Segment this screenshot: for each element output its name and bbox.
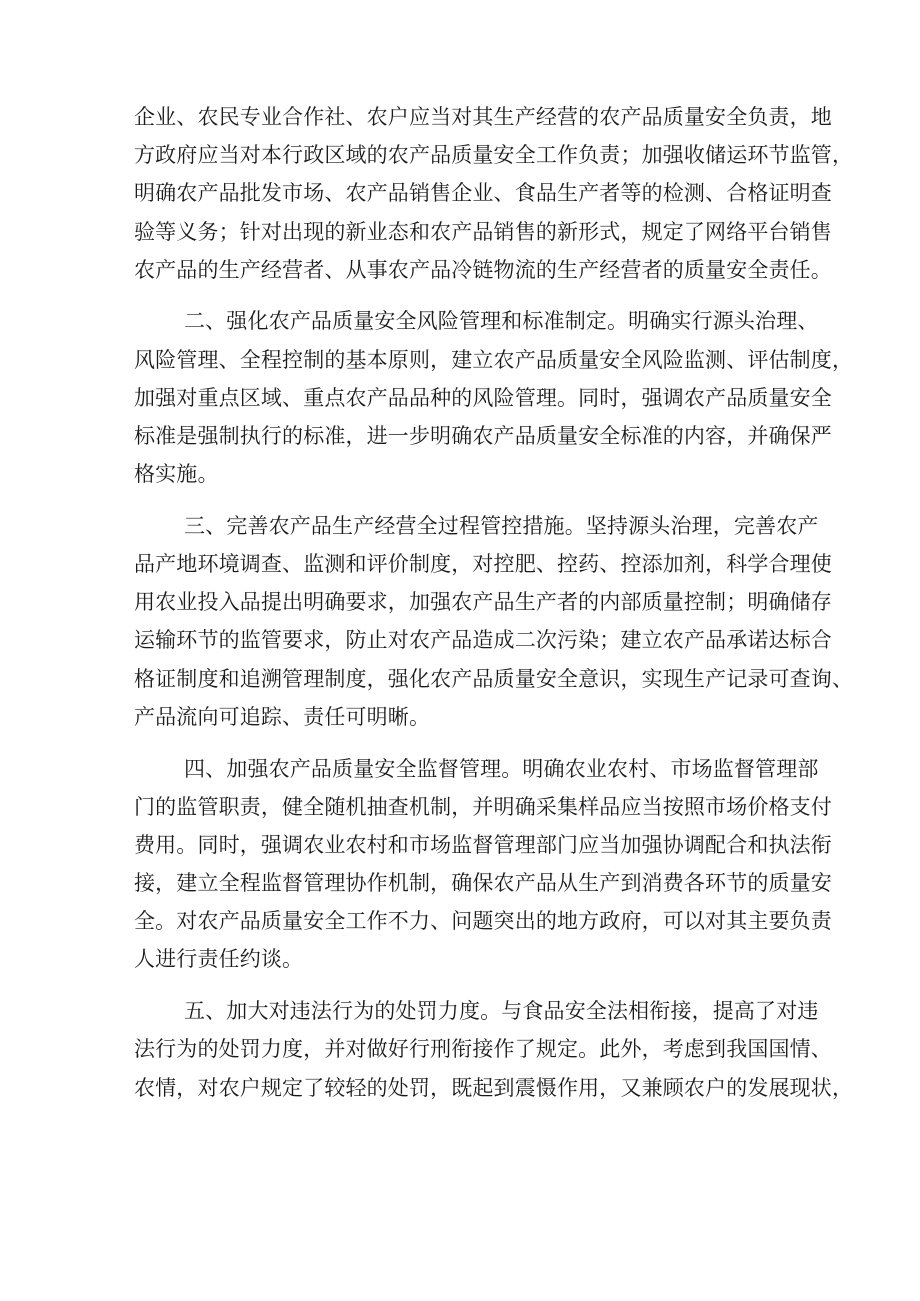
paragraph-process-control xyxy=(134,507,854,736)
text-line: 门的监管职责，健全随机抽查机制，并明确采集样品应当按照市场价格支付 xyxy=(134,794,832,819)
text-line: 接，建立全程监督管理协作机制，确保农产品从生产到消费各环节的质量安 xyxy=(134,871,832,896)
text-line: 用农业投入品提出明确要求，加强农产品生产者的内部质量控制；明确储存 xyxy=(134,590,832,615)
text-line: 二、强化农产品质量安全风险管理和标准制定。明确实行源头治理、 xyxy=(184,309,819,334)
document-page xyxy=(134,98,854,1120)
paragraph-risk-management xyxy=(134,302,854,493)
paragraph-penalties xyxy=(134,992,854,1107)
text-line: 五、加大对违法行为的处罚力度。与食品安全法相衔接，提高了对违 xyxy=(184,999,819,1024)
text-line: 标准是强制执行的标准，进一步明确农产品质量安全标准的内容，并确保严 xyxy=(134,424,832,448)
paragraph-responsibilities xyxy=(134,98,854,289)
text-line: 格实施。 xyxy=(134,462,219,487)
text-line: 产品流向可追踪、责任可明晰。 xyxy=(134,704,431,729)
paragraph-supervision xyxy=(134,750,832,979)
text-line: 方政府应当对本行政区域的农产品质量安全工作负责；加强收储运环节监管， xyxy=(134,143,854,168)
text-line: 人进行责任约谈。 xyxy=(134,947,304,972)
text-line: 四、加强农产品质量安全监督管理。明确农业农村、市场监督管理部 xyxy=(184,756,819,781)
text-line: 农产品的生产经营者、从事农产品冷链物流的生产经营者的质量安全责任。 xyxy=(134,257,832,282)
text-line: 品产地环境调查、监测和评价制度，对控肥、控药、控添加剂，科学合理使 xyxy=(134,552,832,577)
text-line: 格证制度和追溯管理制度，强化农产品质量安全意识，实现生产记录可查询、 xyxy=(134,666,854,691)
text-line: 费用。同时，强调农业农村和市场监督管理部门应当加强协调配合和执法衔 xyxy=(134,832,832,857)
text-line: 企业、农民专业合作社、农户应当对其生产经营的农产品质量安全负责，地 xyxy=(134,105,832,129)
text-line: 运输环节的监管要求，防止对农产品造成二次污染；建立农产品承诺达标合 xyxy=(134,628,832,653)
text-line: 明确农产品批发市场、农产品销售企业、食品生产者等的检测、合格证明查 xyxy=(134,181,832,206)
text-line: 法行为的处罚力度，并对做好行刑衔接作了规定。此外，考虑到我国国情、 xyxy=(134,1037,832,1062)
text-line: 全。对农产品质量安全工作不力、问题突出的地方政府，可以对其主要负责 xyxy=(134,909,832,934)
text-line: 农情，对农户规定了较轻的处罚，既起到震慑作用，又兼顾农户的发展现状， xyxy=(134,1075,854,1100)
text-line: 三、完善农产品生产经营全过程管控措施。坚持源头治理，完善农产 xyxy=(184,513,819,538)
text-line: 加强对重点区域、重点农产品品种的风险管理。同时，强调农产品质量安全 xyxy=(134,385,832,410)
text-line: 风险管理、全程控制的基本原则，建立农产品质量安全风险监测、评估制度， xyxy=(134,347,854,372)
text-line: 验等义务；针对出现的新业态和农产品销售的新形式，规定了网络平台销售 xyxy=(134,219,832,244)
